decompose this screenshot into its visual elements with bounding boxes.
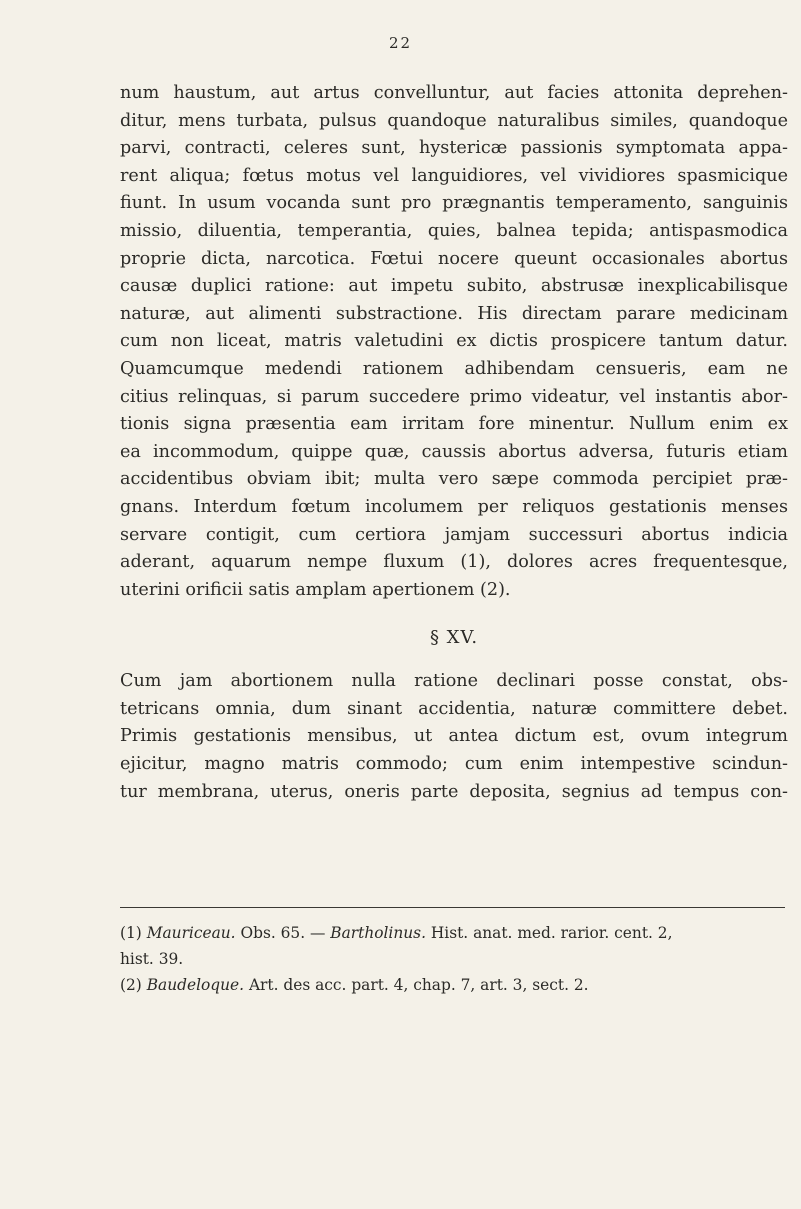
paragraph-1	[120, 80, 788, 604]
text-line: tetricans omnia, dum sinant accidentia, naturæ committere debet.	[120, 698, 788, 719]
text-line: ea incommodum, quippe quæ, caussis abortus adversa, futuris etiam	[120, 441, 788, 462]
text-line: cum non liceat, matris valetudini ex dictis prospicere tantum datur.	[120, 331, 788, 352]
text-line: gnans. Interdum fœtum incolumem per reliquos gestationis menses	[120, 496, 788, 517]
text-line: ejicitur, magno matris commodo; cum enim intempestive scindun-	[120, 754, 788, 775]
section-heading: § XV.	[429, 627, 479, 649]
text-line: uterini orificii satis amplam apertionem (2).	[120, 579, 511, 600]
text-line: naturæ, aut alimenti substractione. His directam parare medicinam	[120, 303, 788, 324]
text-line: Cum jam abortionem nulla ratione declinari posse constat, obs-	[120, 671, 788, 692]
footnote-1-continuation: hist. 39.	[120, 950, 184, 968]
main-text	[120, 80, 788, 806]
text-line: ditur, mens turbata, pulsus quandoque naturalibus similes, quandoque	[120, 110, 788, 131]
footnote-reference: Art. des acc. part. 4, chap. 7, art. 3, sect. 2.	[248, 976, 589, 994]
text-line: aderant, aquarum nempe fluxum (1), dolores acres frequentesque,	[120, 552, 788, 573]
text-line: citius relinquas, si parum succedere primo videatur, vel instantis abor-	[120, 386, 788, 407]
text-line: num haustum, aut artus convelluntur, aut facies attonita deprehen-	[120, 83, 788, 103]
text-line: proprie dicta, narcotica. Fœtui nocere queunt occasionales abortus	[120, 248, 788, 269]
text-line: Quamcumque medendi rationem adhibendam censueris, eam ne	[120, 358, 788, 379]
footnotes	[120, 920, 788, 998]
text-line: tionis signa præsentia eam irritam fore minentur. Nullum enim ex	[120, 414, 788, 435]
footnote-2	[120, 972, 788, 998]
footnote-divider	[120, 907, 785, 908]
footnote-author: Bartholinus.	[330, 924, 426, 942]
footnote-reference: Obs. 65. —	[240, 924, 326, 942]
footnote-reference: Hist. anat. med. rarior. cent. 2,	[430, 924, 673, 942]
text-line: causæ duplici ratione: aut impetu subito, abstrusæ inexplicabilisque	[120, 276, 788, 297]
text-line: tur membrana, uterus, oneris parte deposita, segnius ad tempus con-	[120, 781, 788, 802]
paragraph-2	[120, 668, 788, 806]
text-line: accidentibus obviam ibit; multa vero sæpe commoda percipiet præ-	[120, 469, 788, 490]
text-line: fiunt. In usum vocanda sunt pro prægnantis temperamento, sanguinis	[120, 193, 788, 214]
page-number: 22	[388, 34, 413, 52]
footnote-author: Baudeloque.	[146, 976, 245, 994]
text-line: rent aliqua; fœtus motus vel languidiores, vel vividiores spasmicique	[120, 165, 788, 186]
text-line: Primis gestationis mensibus, ut antea dictum est, ovum integrum	[120, 726, 788, 747]
text-line: parvi, contracti, celeres sunt, hystericæ passionis symptomata appa-	[120, 138, 788, 159]
footnote-marker: (1)	[120, 924, 142, 942]
text-line: missio, diluentia, temperantia, quies, balnea tepida; antispasmodica	[120, 220, 788, 241]
footnote-author: Mauriceau.	[146, 924, 236, 942]
footnote-1	[120, 920, 788, 946]
text-line: servare contigit, cum certiora jamjam successuri abortus indicia	[120, 524, 788, 545]
footnote-marker: (2)	[120, 976, 142, 994]
